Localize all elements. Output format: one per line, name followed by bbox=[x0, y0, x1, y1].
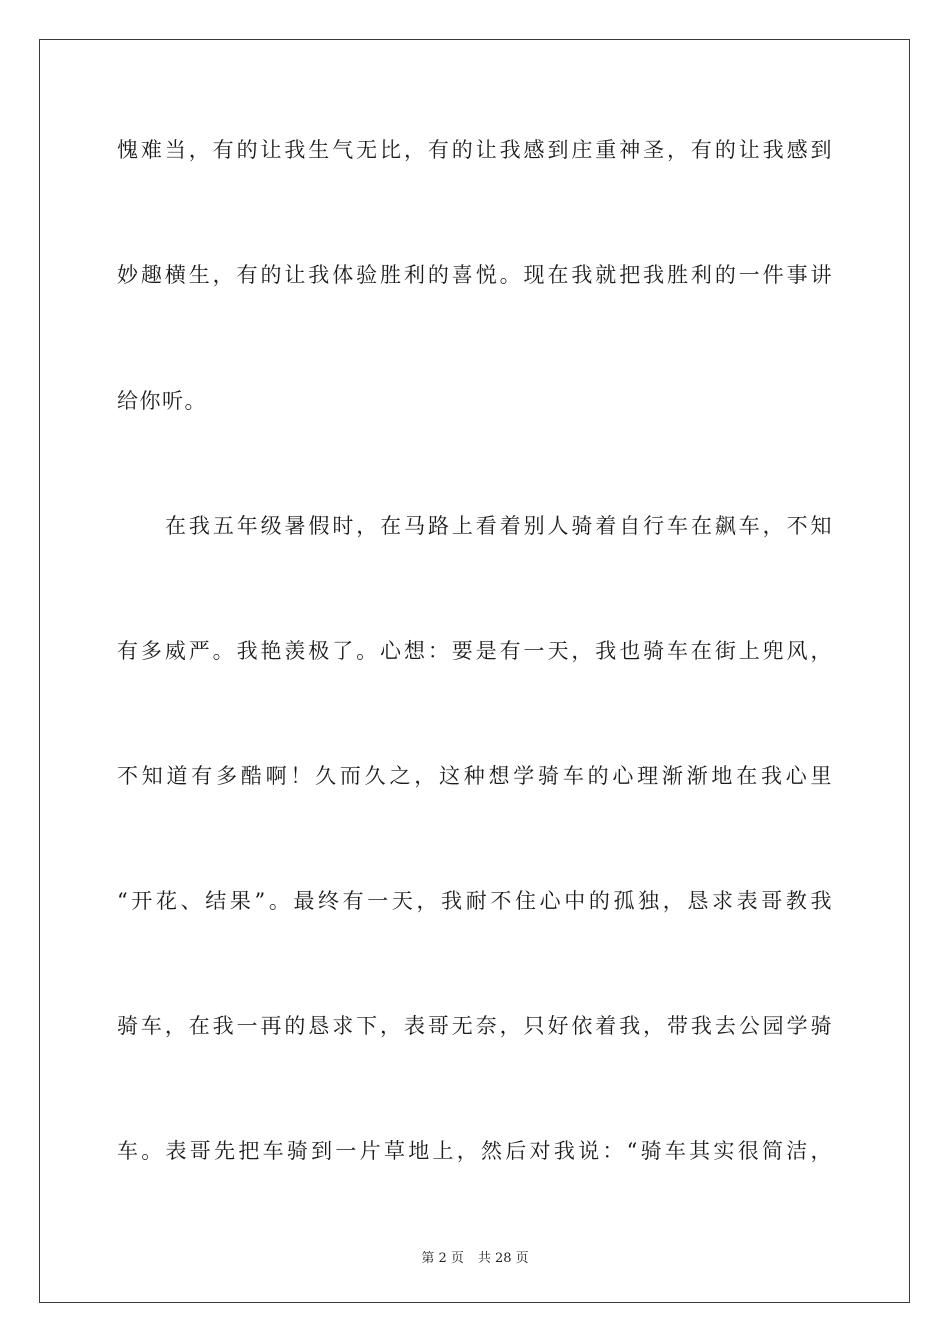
page-border bbox=[39, 39, 910, 1303]
page-number: 第 2 页 bbox=[421, 1251, 464, 1266]
text-line-6: 不知道有多酷啊！久而久之，这种想学骑车的心理渐渐地在我心里 bbox=[117, 764, 833, 788]
text-line-9: 车。表哥先把车骑到一片草地上，然后对我说：“骑车其实很简洁， bbox=[117, 1139, 833, 1163]
page-footer bbox=[0, 1247, 950, 1266]
text-line-4-paragraph-start: 在我五年级暑假时，在马路上看着别人骑着自行车在飙车，不知 bbox=[165, 514, 833, 538]
text-line-1: 愧难当，有的让我生气无比，有的让我感到庄重神圣，有的让我感到 bbox=[117, 138, 833, 162]
text-line-8: 骑车，在我一再的恳求下，表哥无奈，只好依着我，带我去公园学骑 bbox=[117, 1014, 833, 1038]
text-line-2: 妙趣横生，有的让我体验胜利的喜悦。现在我就把我胜利的一件事讲 bbox=[117, 263, 833, 287]
text-line-7: “开花、结果”。最终有一天，我耐不住心中的孤独，恳求表哥教我 bbox=[117, 889, 833, 913]
text-line-3: 给你听。 bbox=[117, 389, 207, 413]
text-line-5: 有多威严。我艳羡极了。心想：要是有一天，我也骑车在街上兜风， bbox=[117, 639, 833, 663]
page-total: 共 28 页 bbox=[477, 1251, 529, 1266]
